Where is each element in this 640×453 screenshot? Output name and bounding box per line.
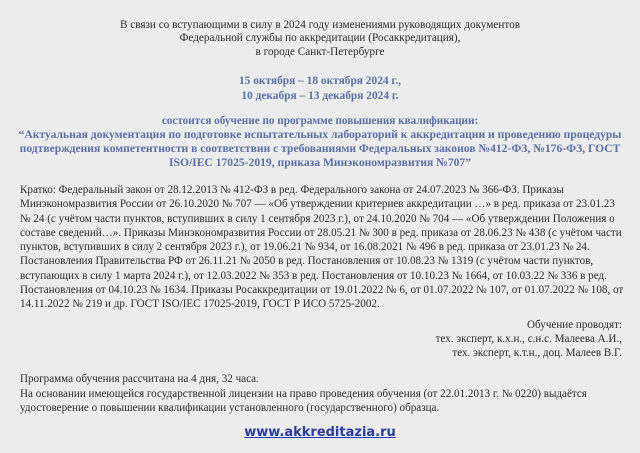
date-range: 15 октября – 18 октября 2024 г., bbox=[238, 75, 402, 87]
date-range: 10 декабря – 13 декабря 2024 г. bbox=[241, 90, 399, 102]
teachers-block bbox=[322, 318, 622, 361]
teacher-item: тех. эксперт, к.т.н., доц. Малеев В.Г. bbox=[452, 347, 622, 360]
announcement-heading: состоится обучение по программе повышения квалификации: bbox=[161, 115, 479, 127]
intro-block bbox=[0, 19, 640, 59]
teacher-item: тех. эксперт, к.х.н., с.н.с. Малеева А.И., bbox=[435, 333, 622, 346]
website-container bbox=[0, 423, 640, 441]
intro-line: В связи со вступающими в силу в 2024 году изменениями руководящих документов bbox=[120, 19, 520, 31]
teachers-heading: Обучение проводят: bbox=[527, 319, 622, 331]
website-link[interactable]: www.akkreditazia.ru bbox=[244, 425, 396, 440]
program-title: “Актуальная документация по подготовке испытательных лабораторий к аккредитации и проведению процедуры подтверждения компетентности в соответствии с требованиями Федеральных законов №412-ФЗ, №176-ФЗ, ГОСТ ISO/IEC 17025-2019, приказа Минэкономразвития №707” bbox=[18, 128, 622, 170]
footer-block bbox=[20, 372, 628, 416]
program-duration: Программа обучения рассчитана на 4 дня, 32 часа. bbox=[20, 373, 259, 385]
intro-line: в городе Санкт-Петербурге bbox=[255, 45, 385, 58]
license-info: На основании имеющейся государственной лицензии на право проведения обучения (от 22.01.2013 г. № 0220) выдаётся удостоверение о повышении квалификации установленного (государственного) образца. bbox=[20, 387, 587, 415]
dates-block bbox=[0, 74, 640, 104]
intro-line: Федеральной службы по аккредитации (Росаккредитация), bbox=[179, 32, 461, 45]
brief-references: Кратко: Федеральный закон от 28.12.2013 № 412-ФЗ в ред. Федерального закона от 24.07.2023 № 366-ФЗ. Приказы Минэкономразвития России от 26.10.2020 № 707 — «Об утверждении критериев аккредитации …» в ред. приказа от 23.01.23 № 24 (с учётом части пунктов, вступивших в силу 1 сентября 2023 г.), от 24.10.2020 № 704 — «Об утверждении Положения о составе сведений…». Приказы Минэкономразвития России от 28.05.21 № 300 в ред. приказа от 28.06.23 № 438 (с учётом части пунктов, вступивших в силу 2 сентября 2023 г.), от 19.06.21 № 934, от 16.08.2021 № 496 в ред. приказа от 23.01.23 № 24. Постановления Правительства РФ от 26.11.21 № 2050 в ред. Постановления от 10.08.23 № 1319 (с учётом части пунктов, вступающих в силу 1 марта 2024 г.), от 12.03.2022 № 353 в ред. Постановления от 10.10.23 № 1664, от 10.03.22 № 336 в ред. Постановления от 04.10.23 № 1634. Приказы Росаккредитации от 19.01.2022 № 6, от 01.07.2022 № 107, от 01.07.2022 № 108, от 14.11.2022 № 219 и др. ГОСТ ISO/IEC 17025-2019, ГОСТ Р ИСО 5725-2002. bbox=[20, 184, 624, 311]
